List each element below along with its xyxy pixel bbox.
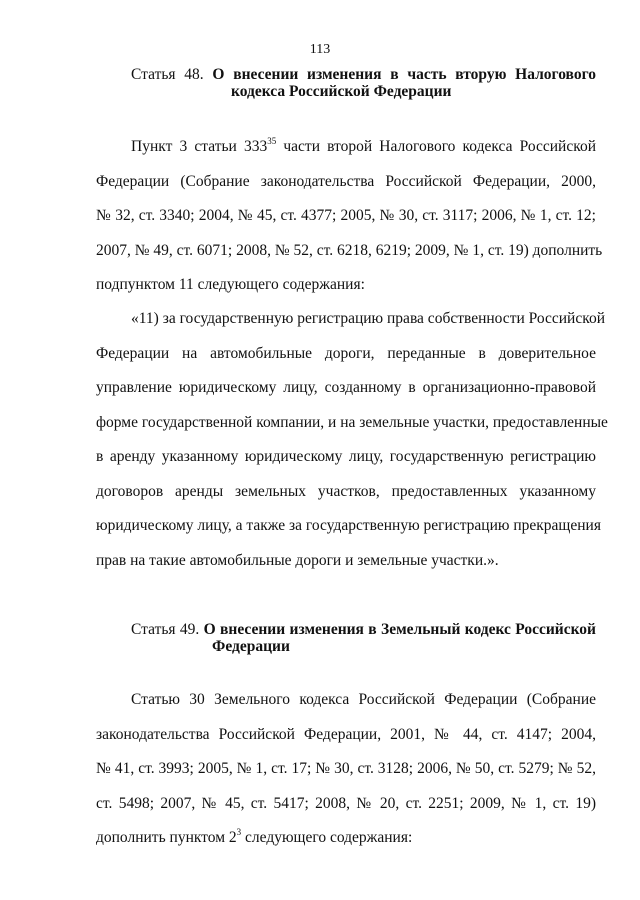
paragraph-text: части второй Налогового кодекса Российской	[276, 138, 596, 155]
page-number: 113	[309, 42, 331, 57]
paragraph-line: законодательства Российской Федерации, 2001, № 44, ст. 4147; 2004,	[96, 725, 596, 743]
article-48-quoted-subparagraph	[96, 302, 608, 578]
paragraph-line: Федерации на автомобильные дороги, переданные в доверительное	[96, 344, 596, 362]
paragraph-text: дополнить пунктом 2	[96, 829, 237, 846]
paragraph-line: подпунктом 11 следующего содержания:	[96, 276, 365, 293]
paragraph-line: управление юридическому лицу, созданному в организационно-правовой	[96, 379, 596, 396]
superscript: 3	[236, 827, 242, 837]
article-48-heading-line-1	[96, 66, 596, 83]
article-48-paragraph-1	[96, 130, 603, 303]
article-49-heading	[96, 621, 596, 655]
paragraph-line: 2007, № 49, ст. 6071; 2008, № 52, ст. 6218, 6219; 2009, № 1, ст. 19) дополнить	[96, 241, 603, 259]
paragraph-text: Пункт 3 статьи 333	[131, 138, 268, 155]
paragraph-line: «11) за государственную регистрацию права собственности Российской	[131, 310, 606, 327]
paragraph-line: ст. 5498; 2007, № 45, ст. 5417; 2008, № 20, ст. 2251; 2009, № 1, ст. 19)	[96, 794, 596, 812]
article-48-title: О внесении изменения в часть вторую Налогового	[212, 66, 596, 83]
article-48-heading	[96, 66, 596, 100]
paragraph-line: Статью 30 Земельного кодекса Российской Федерации (Собрание	[131, 691, 596, 708]
paragraph-line	[96, 821, 596, 856]
article-48-number: Статья 48.	[131, 66, 213, 83]
paragraph-line: прав на такие автомобильные дороги и земельные участки.».	[96, 551, 499, 569]
superscript: 35	[267, 136, 277, 146]
paragraph-line: Федерации (Собрание законодательства Российской Федерации, 2000,	[96, 172, 596, 190]
article-49-heading-line-1	[96, 621, 596, 638]
paragraph-line: № 41, ст. 3993; 2005, № 1, ст. 17; № 30, ст. 3128; 2006, № 50, ст. 5279; № 52,	[96, 760, 596, 777]
paragraph-text: следующего содержания:	[241, 829, 413, 846]
article-49-title: О внесении изменения в Земельный кодекс Российской	[203, 621, 596, 638]
paragraph-line: в аренду указанному юридическому лицу, государственную регистрацию	[96, 448, 596, 465]
article-48-title-line-2: кодекса Российской Федерации	[231, 83, 452, 100]
article-49-title-line-2: Федерации	[212, 638, 290, 655]
paragraph-line: юридическому лицу, а также за государственную регистрацию прекращения	[96, 517, 601, 534]
paragraph-line: № 32, ст. 3340; 2004, № 45, ст. 4377; 2005, № 30, ст. 3117; 2006, № 1, ст. 12;	[96, 207, 596, 224]
paragraph-line: форме государственной компании, и на земельные участки, предоставленные	[96, 413, 608, 431]
article-49-paragraph-1	[96, 683, 596, 856]
paragraph-line: договоров аренды земельных участков, предоставленных указанному	[96, 482, 596, 500]
article-49-number: Статья 49.	[131, 621, 204, 638]
paragraph-line	[96, 130, 596, 165]
